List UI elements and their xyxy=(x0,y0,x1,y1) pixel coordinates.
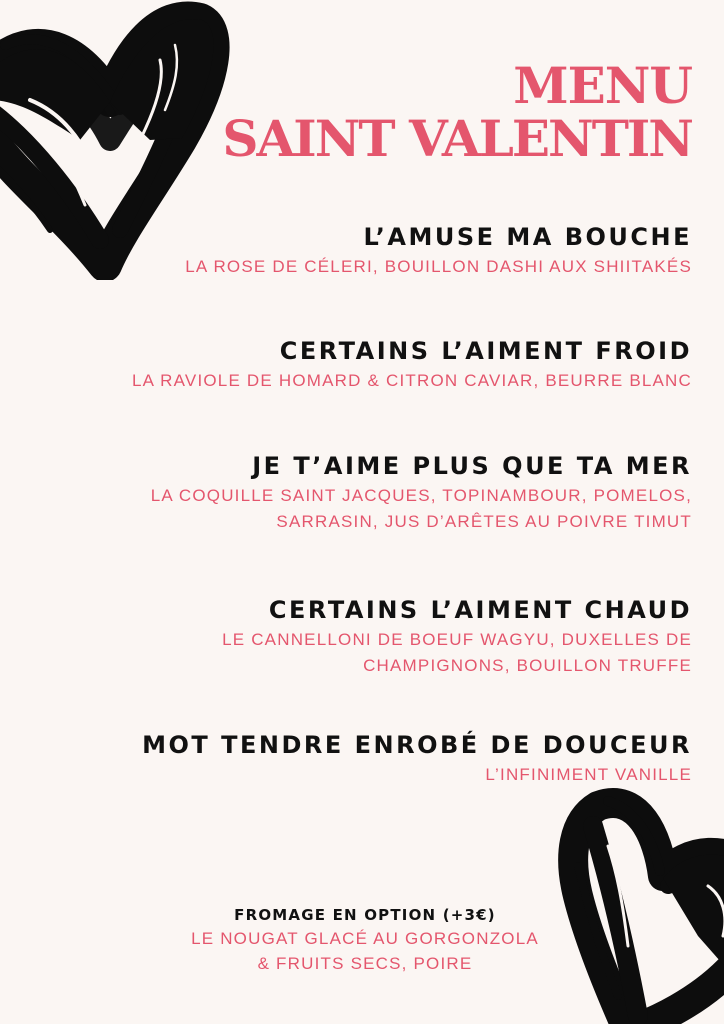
course-description-line-2: SARRASIN, JUS D’ARÊTES AU POIVRE TIMUT xyxy=(276,512,692,531)
course-mer xyxy=(151,451,692,535)
course-title: MOT TENDRE ENROBÉ DE DOUCEUR xyxy=(142,731,692,759)
course-froid xyxy=(132,336,692,394)
option-description-line-2: & FRUITS SECS, POIRE xyxy=(257,954,473,973)
course-title: CERTAINS L’AIMENT CHAUD xyxy=(268,596,692,624)
course-title: L’AMUSE MA BOUCHE xyxy=(363,223,692,251)
menu-title-line-2: SAINT VALENTIN xyxy=(222,108,692,168)
option-description-line-1: LE NOUGAT GLACÉ AU GORGONZOLA xyxy=(191,929,539,948)
course-description: L’INFINIMENT VANILLE xyxy=(485,765,692,784)
course-title: CERTAINS L’AIMENT FROID xyxy=(279,337,692,365)
course-title: JE T’AIME PLUS QUE TA MER xyxy=(252,452,692,480)
option-title: FROMAGE EN OPTION (+3€) xyxy=(234,906,496,924)
menu-title-line-1: MENU xyxy=(513,56,692,115)
course-description: LA ROSE DE CÉLERI, BOUILLON DASHI AUX SHIITAKÉS xyxy=(185,257,692,276)
course-description-line-1: LA COQUILLE SAINT JACQUES, TOPINAMBOUR, POMELOS, xyxy=(150,486,692,505)
course-description-line-2: CHAMPIGNONS, BOUILLON TRUFFE xyxy=(363,656,692,675)
course-description-line-1: LE CANNELLONI DE BOEUF WAGYU, DUXELLES DE xyxy=(222,630,692,649)
course-chaud xyxy=(222,595,692,679)
cheese-option xyxy=(160,904,570,976)
menu-title xyxy=(222,56,692,168)
course-amuse-bouche xyxy=(185,222,692,280)
course-dessert xyxy=(142,730,692,788)
course-description: LA RAVIOLE DE HOMARD & CITRON CAVIAR, BEURRE BLANC xyxy=(131,371,692,390)
heart-icon-bottom-right xyxy=(548,786,724,1024)
